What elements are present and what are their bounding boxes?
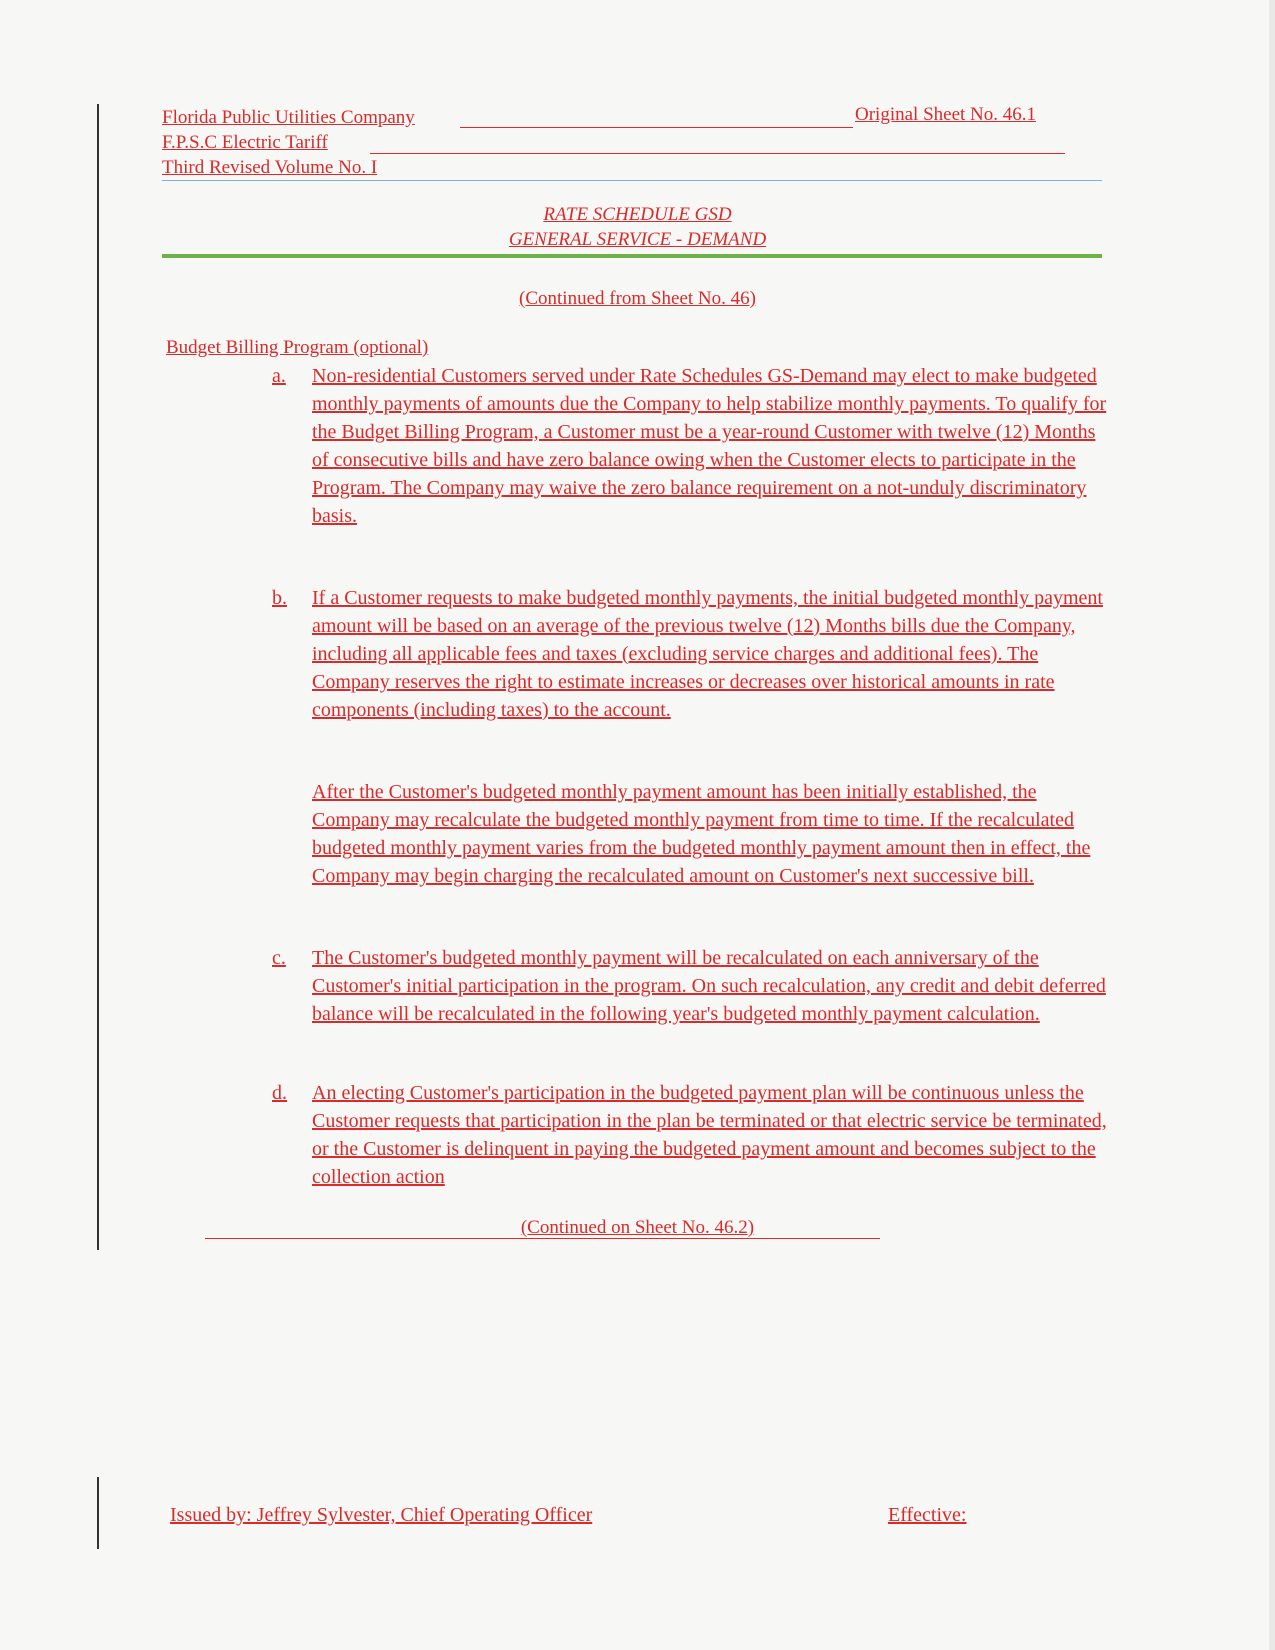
footer-issued-by: Issued by: Jeffrey Sylvester, Chief Operating Officer [170, 1504, 593, 1526]
list-item-text: Non-residential Customers served under Rate Schedules GS-Demand may elect to make budgeted monthly payments of amounts due the Company to help stabilize monthly payments. To qualify for the Budget Billing Program, a Customer must be a year-round Customer with twelve (12) Months of consecutive bills and have zero balance owing when the Customer elects to participate in the Program. The Company may waive the zero balance requirement on a not-unduly discriminatory basis. [312, 365, 1107, 527]
revision-bar-top [97, 104, 99, 1250]
continued-from: (Continued from Sheet No. 46) [519, 288, 756, 309]
list-item-d [272, 1079, 1112, 1191]
rate-schedule-title: RATE SCHEDULE GSD [543, 204, 732, 225]
list-item-b [272, 584, 1112, 724]
header-rule-1 [460, 127, 853, 128]
rate-schedule-subtitle: GENERAL SERVICE - DEMAND [508, 229, 767, 250]
header-company: Florida Public Utilities Company [162, 107, 415, 128]
continued-on: (Continued on Sheet No. 46.2) [520, 1217, 755, 1238]
list-item-a [272, 362, 1112, 530]
list-item-b-paragraph: After the Customer's budgeted monthly payment amount has been initially established, the Company may recalculate the budgeted monthly payment from time to time. If the recalculated budgeted monthly payment varies from the budgeted monthly payment amount then in effect, the Company may begin charging the recalculated amount on Customer's next successive bill. [312, 781, 1091, 887]
header-volume: Third Revised Volume No. I [162, 157, 378, 178]
section-heading: Budget Billing Program (optional) [166, 337, 429, 358]
list-item-text: The Customer's budgeted monthly payment will be recalculated on each anniversary of the Customer's initial participation in the program. On such recalculation, any credit and debit deferred balance will be recalculated in the following year's budgeted monthly payment calculation. [312, 947, 1106, 1025]
header-rule-3 [162, 180, 1102, 181]
header-tariff: F.P.S.C Electric Tariff [162, 132, 328, 153]
list-item-letter: d. [272, 1082, 287, 1104]
list-item-text: An electing Customer's participation in the budgeted payment plan will be continuous unless the Customer requests that participation in the plan be terminated or that electric service be terminated, or the Customer is delinquent in paying the budgeted payment amount and becomes subject to the collection action [312, 1082, 1107, 1188]
footer-effective: Effective: [888, 1504, 967, 1526]
list-item-text: If a Customer requests to make budgeted monthly payments, the initial budgeted monthly payment amount will be based on an average of the previous twelve (12) Months bills due the Company, including all applicable fees and taxes (excluding service charges and additional fees). The Company reserves the right to estimate increases or decreases over historical amounts in rate components (including taxes) to the account. [312, 587, 1103, 721]
revision-bar-bottom [97, 1477, 99, 1549]
header-rule-2 [370, 153, 1065, 154]
list-item-letter: a. [272, 365, 286, 387]
title-rule [162, 254, 1102, 258]
list-item-c [272, 944, 1112, 1028]
header-sheet-number: Original Sheet No. 46.1 [855, 104, 1037, 125]
list-item-letter: c. [272, 947, 286, 969]
list-item-letter: b. [272, 587, 287, 609]
